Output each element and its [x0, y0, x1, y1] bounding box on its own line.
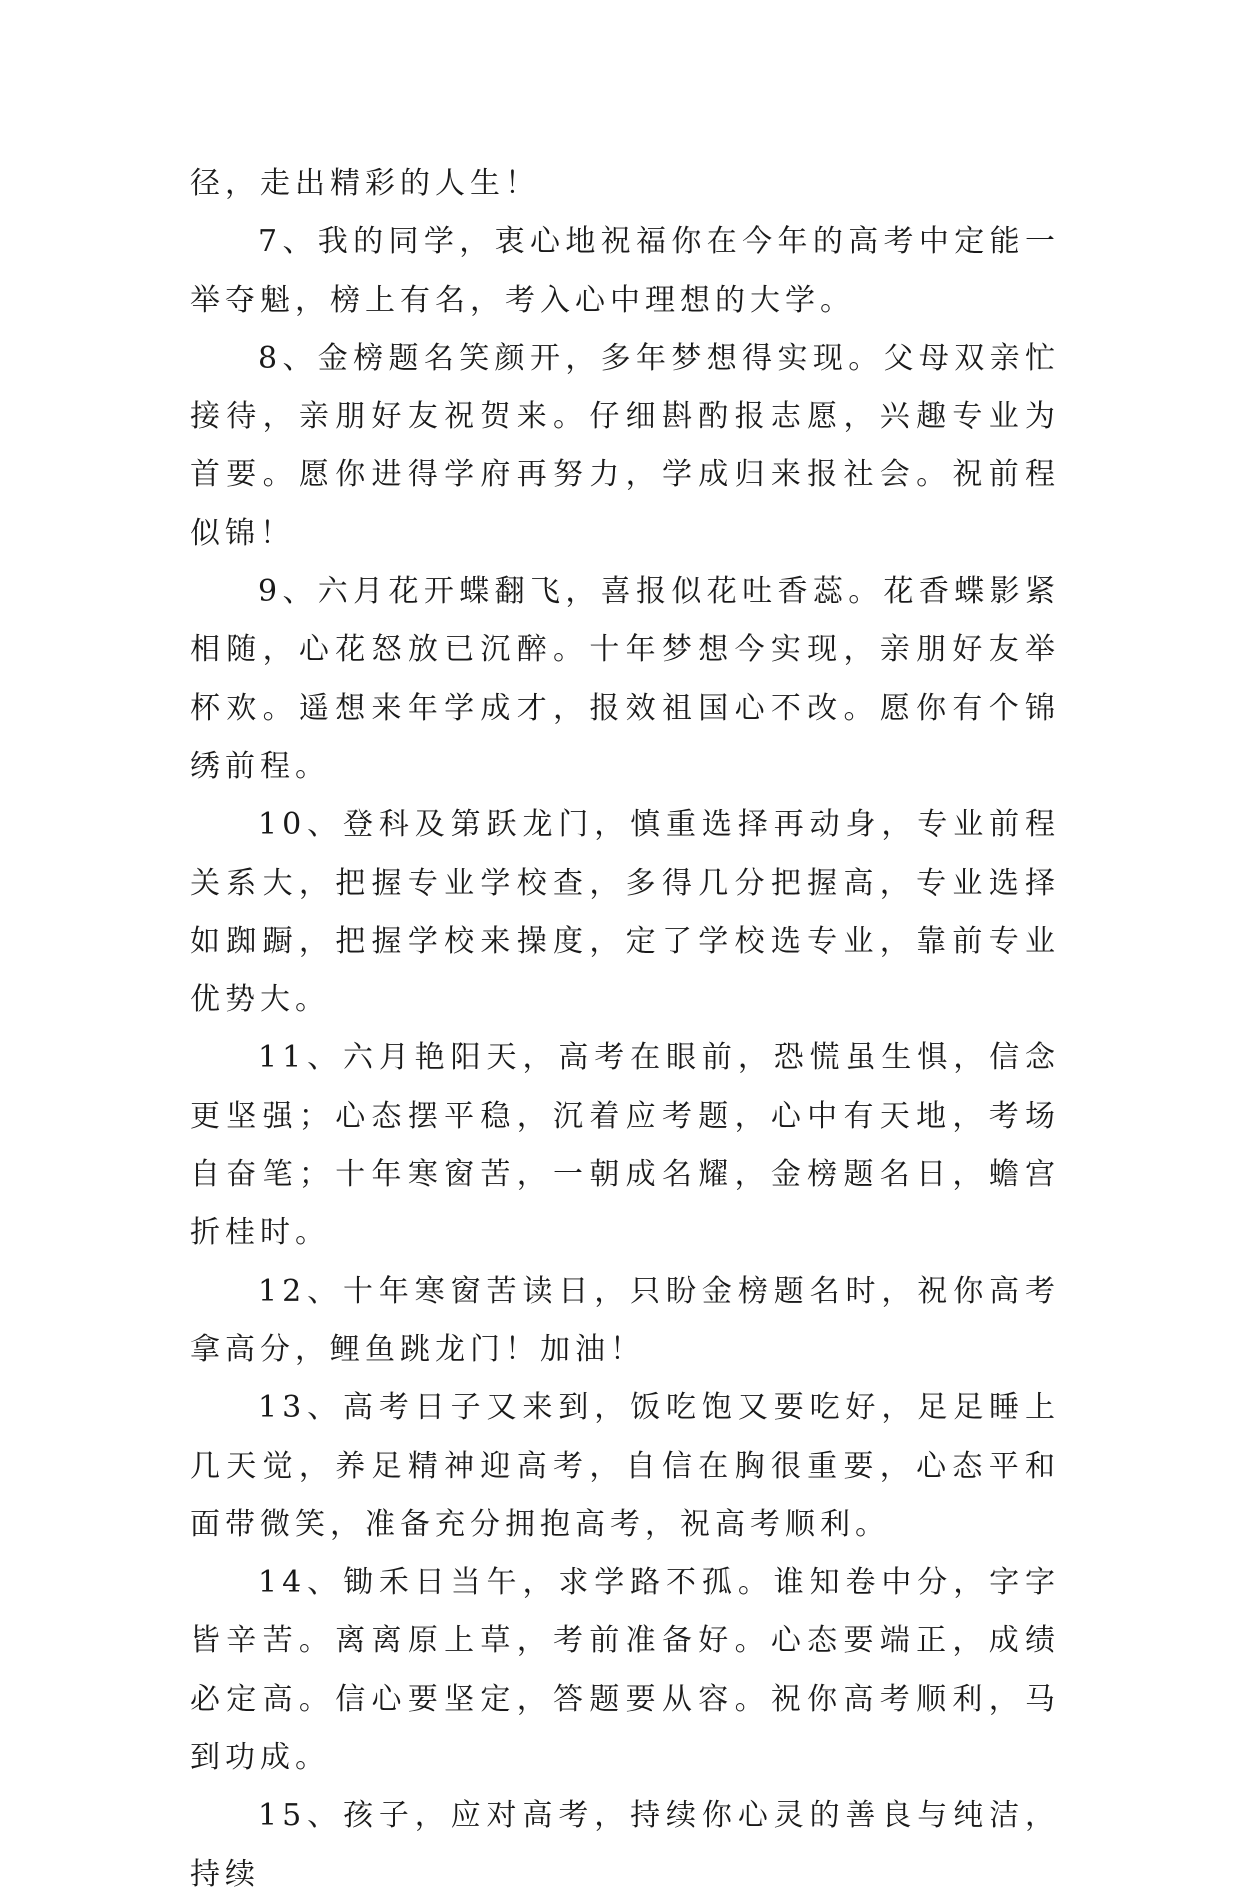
paragraph-continuation: 径，走出精彩的人生！ — [190, 166, 540, 201]
paragraph-item-13: 13、高考日子又来到，饭吃饱又要吃好，足足睡上几天觉，养足精神迎高考，自信在胸很重要，心态平和面带微笑，准备充分拥抱高考，祝高考顺利。 — [190, 1390, 1060, 1542]
paragraph-item-12: 12、十年寒窗苦读日，只盼金榜题名时，祝你高考拿高分，鲤鱼跳龙门！加油！ — [190, 1273, 1060, 1367]
paragraph-item-10: 10、登科及第跃龙门，慎重选择再动身，专业前程关系大，把握专业学校查，多得几分把握高，专业选择如踟蹰，把握学校来操度，定了学校选专业，靠前专业优势大。 — [190, 807, 1060, 1018]
document-body — [190, 155, 1060, 1904]
paragraph-item-14: 14、锄禾日当午，求学路不孤。谁知卷中分，字字皆辛苦。离离原上草，考前准备好。心态要端正，成绩必定高。信心要坚定，答题要从容。祝你高考顺利，马到功成。 — [190, 1565, 1060, 1776]
paragraph-item-7: 7、我的同学，衷心地祝福你在今年的高考中定能一举夺魁，榜上有名，考入心中理想的大学。 — [190, 224, 1060, 318]
paragraph-item-8: 8、金榜题名笑颜开，多年梦想得实现。父母双亲忙接待，亲朋好友祝贺来。仔细斟酌报志愿，兴趣专业为首要。愿你进得学府再努力，学成归来报社会。祝前程似锦！ — [190, 340, 1060, 551]
paragraph-item-9: 9、六月花开蝶翻飞，喜报似花吐香蕊。花香蝶影紧相随，心花怒放已沉醉。十年梦想今实现，亲朋好友举杯欢。遥想来年学成才，报效祖国心不改。愿你有个锦绣前程。 — [190, 574, 1060, 784]
paragraph-item-11: 11、六月艳阳天，高考在眼前，恐慌虽生惧，信念更坚强；心态摆平稳，沉着应考题，心中有天地，考场自奋笔；十年寒窗苦，一朝成名耀，金榜题名日，蟾宫折桂时。 — [190, 1040, 1060, 1251]
paragraph-item-15: 15、孩子，应对高考，持续你心灵的善良与纯洁，持续 — [190, 1798, 1060, 1892]
